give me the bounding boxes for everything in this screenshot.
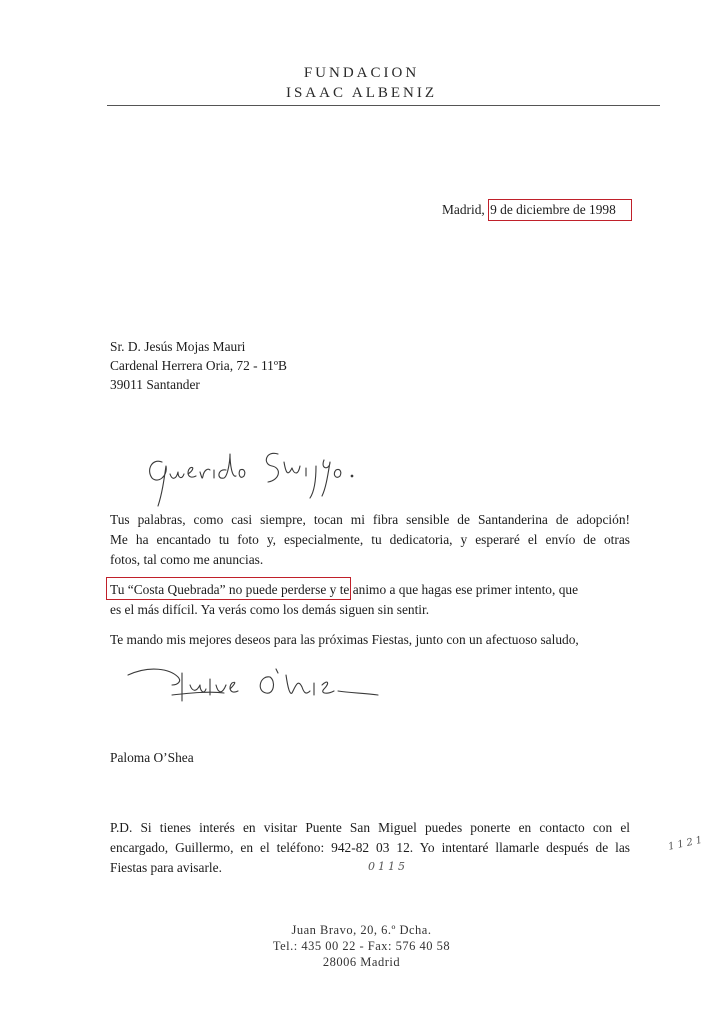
recipient-name: Sr. D. Jesús Mojas Mauri <box>110 339 246 354</box>
footer-city: 28006 Madrid <box>322 955 401 969</box>
body-p2-highlight: Tu “Costa Quebrada” no puede perderse <box>110 582 327 597</box>
highlight-box-costa-quebrada <box>106 577 351 600</box>
body-p2-line-2: es el más difícil. Ya verás como los demás siguen sin sentir. <box>110 602 430 617</box>
footer-phones: Tel.: 435 00 22 - Fax: 576 40 58 <box>272 939 451 953</box>
ps-line-1: P.D. Si tienes interés en visitar Puente San Miguel puedes ponerte en contacto con el <box>110 820 630 835</box>
recipient-city: 39011 Santander <box>110 377 200 392</box>
letterhead-line-1: FUNDACION <box>303 65 420 81</box>
ps-line-3: Fiestas para avisarle. <box>110 860 222 875</box>
body-paragraph-3: Te mando mis mejores deseos para las próximas Fiestas, junto con un afectuoso saludo, <box>110 632 579 647</box>
handwritten-signature <box>120 655 390 715</box>
body-p1-line-3: fotos, tal como me anuncias. <box>110 552 264 567</box>
handwritten-note-number: 0115 <box>368 860 408 873</box>
body-p1-line-2: Me ha encantado tu foto y, especialmente, tu dedicatoria, y esperaré el envío de otras <box>110 532 630 547</box>
date-place: Madrid, <box>442 202 485 217</box>
margin-handwritten-note: 1121 <box>667 834 707 853</box>
ps-line-2: encargado, Guillermo, en el teléfono: 942-82 03 12. Yo intentaré llamarle después de las <box>110 840 630 855</box>
date-highlight-box <box>488 199 632 221</box>
letterhead-line-2: ISAAC ALBENIZ <box>285 85 438 101</box>
recipient-street: Cardenal Herrera Oria, 72 - 11ºB <box>110 358 287 373</box>
typed-signature-name: Paloma O’Shea <box>110 750 194 765</box>
date-text: 9 de diciembre de 1998 <box>490 202 616 217</box>
handwritten-salutation <box>140 440 370 510</box>
body-paragraph-1 <box>110 510 630 570</box>
letterhead-rule <box>107 105 660 106</box>
footer-address: Juan Bravo, 20, 6.º Dcha. <box>291 923 432 937</box>
body-p1-line-1: Tus palabras, como casi siempre, tocan mi fibra sensible de Santanderina de adopción! <box>110 512 630 527</box>
body-p2-rest: y te animo a que hagas ese primer intento, que <box>326 582 579 597</box>
